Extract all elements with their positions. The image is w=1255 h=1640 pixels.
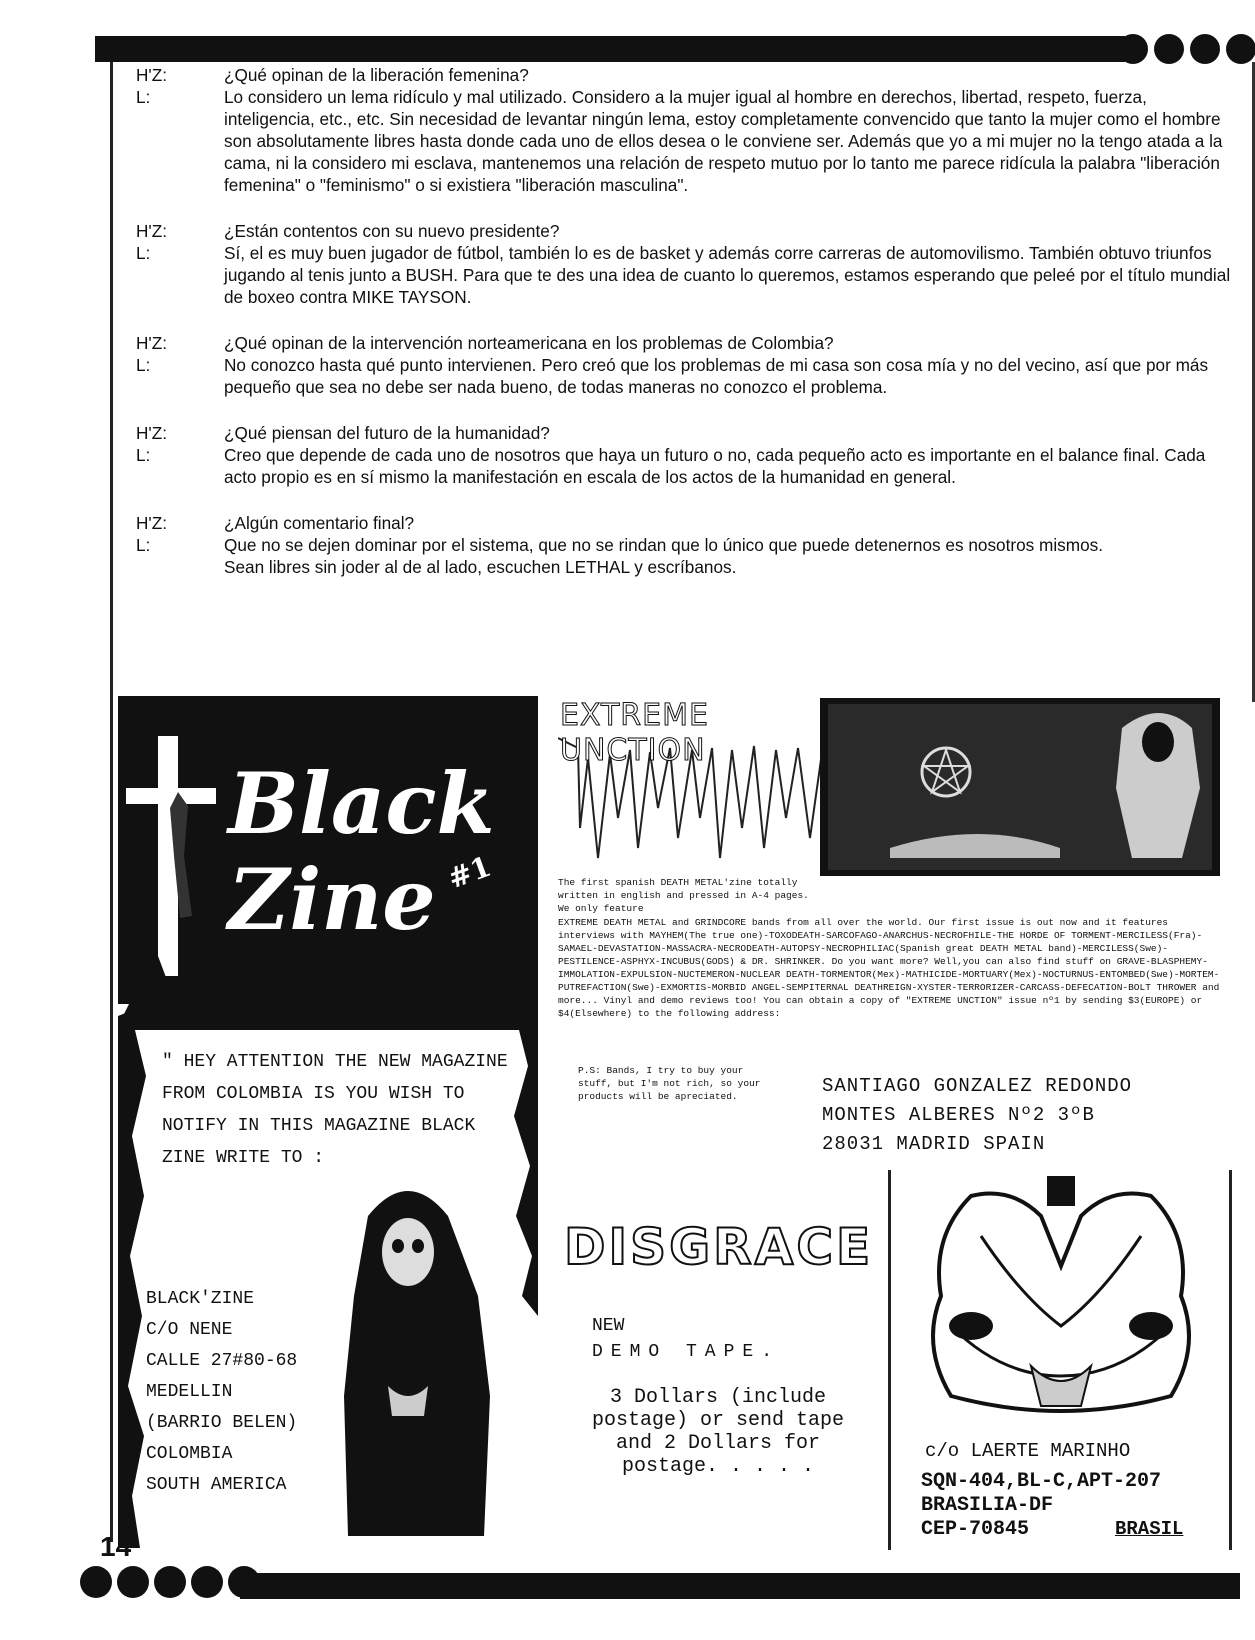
speaker: H'Z: [136,423,167,443]
header-dots [1118,34,1255,64]
brasil-country: BRASIL [1115,1518,1184,1540]
disgrace-logo: DISGRACE [564,1218,874,1276]
speaker: L: [136,355,151,375]
extreme-unction-address [822,1072,1132,1159]
answer: No conozco hasta qué punto intervienen. Pero creó que los problemas de mi casa son cosa mía y no del vecino, así que por más pequeño que sea no debe ser nada bueno, de todas maneras no conozco el problema. [224,355,1209,397]
qa-row [120,556,1232,578]
black-zine-address [146,1284,297,1501]
qa-row [120,64,1232,86]
page-number: 14 [100,1531,132,1562]
occult-illustration [820,698,1220,876]
left-rule [110,62,113,1542]
creature-illustration [911,1176,1211,1426]
answer: Creo que depende de cada uno de nosotros que haya un futuro o no, cada pequeño acto es importante en el balance final. Cada acto propio es en sí mismo la manifestación en escala de los actos de la humanidad en general. [224,445,1206,487]
address-line: CALLE 27#80-68 [146,1351,298,1371]
qa-row [120,242,1232,308]
extreme-unction-logo: EXTREME UNCTION [560,698,709,768]
address-line: (BARRIO BELEN) [146,1413,298,1433]
speaker [120,556,224,578]
speaker: L: [136,535,151,555]
brasil-address [921,1470,1161,1518]
qa-row [120,220,1232,242]
brasil-cep: CEP-70845 [921,1518,1030,1541]
footer-dots [80,1566,260,1598]
extreme-unction-flyer [556,698,1224,1155]
brasil-contact: c/o LAERTE MARINHO [925,1440,1131,1462]
interview [120,64,1232,578]
qa-row [120,332,1232,354]
qa-row [120,86,1232,196]
black-zine-issue: #1 [443,849,496,896]
question: ¿Están contentos con su nuevo presidente? [224,221,560,241]
speaker: H'Z: [136,513,167,533]
question: ¿Algún comentario final? [224,513,415,533]
disgrace-demo-tape: DEMO TAPE. [592,1342,781,1362]
speaker: L: [136,87,151,107]
question: ¿Qué opinan de la liberación femenina? [224,65,529,85]
extreme-unction-body: EXTREME DEATH METAL and GRINDCORE bands from all over the world. Our first issue is out now and it features interviews with MAYHEM(The true one)-TOXODEATH-SARCOFAGO-ANARCHUS-NECROFHILE-THE HORDE OF TORMENT-MERCILESS(Fra)-SAMAEL-DEVASTATION-MASSACRA-NECRODEATH-AUTOPSY-NECROPHILIAC(Spanish great DEATH METAL band)-MERCILESS(Swe)-PESTILENCE-ASPHYX-INCUBUS(GODS) & DR. SHRINKER. Do you want more? Well,you can also find stuff on GRAVE-BLASPHEMY-IMMOLATION-EXPULSION-NUCTEMERON-NUCLEAR DEATH-TORMENTOR(Mex)-MATHICIDE-MORTUARY(Mex)-NOCTURNUS-ENTOMBED(Swe)-MORTEM-PUTREFACTION(Swe)-EXMORTIS-MORBID ANGEL-SEMPITERNAL DEATHREIGN-XYSTER-TERRORIZER-CARCASS-DEFECATION-BOLT THROWER and more... Vinyl and demo reviews too! You can obtain a copy of "EXTREME UNCTION" issue nº1 by sending $3(EUROPE) or $4(Elsewhere) to the following address: [558,917,1220,1019]
address-line: SANTIAGO GONZALEZ REDONDO [822,1075,1133,1097]
question: ¿Qué piensan del futuro de la humanidad? [224,423,550,443]
black-zine-message: " HEY ATTENTION THE NEW MAGAZINE FROM COLOMBIA IS YOU WISH TO NOTIFY IN THIS MAGAZINE BLACK ZINE WRITE TO : [162,1052,508,1168]
header-bar [95,36,1125,62]
address-line: BLACK'ZINE [146,1289,255,1309]
address-line: SQN-404,BL-C,APT-207 [921,1470,1162,1493]
address-line: 28031 MADRID SPAIN [822,1133,1046,1155]
question: ¿Qué opinan de la intervención norteamericana en los problemas de Colombia? [224,333,834,353]
address-line: SOUTH AMERICA [146,1475,287,1495]
address-line: C/O NENE [146,1320,233,1340]
brasil-flyer [888,1170,1232,1550]
speaker: H'Z: [136,65,167,85]
qa-row [120,422,1232,444]
address-line: MONTES ALBERES Nº2 3ºB [822,1104,1095,1126]
disgrace-new: NEW [592,1316,625,1336]
answer: Sí, el es muy buen jugador de fútbol, también lo es de basket y además corre carreras de automovilismo. También obtuvo triunfos jugando al tenis junto a BUSH. Para que te des una idea de cuanto lo queremos, estamos esperando que peleé por el título mundial de boxeo contra MIKE TAYSON. [224,243,1231,307]
answer: Lo considero un lema ridículo y mal utilizado. Considero a la mujer igual al hombre en derechos, libertad, respeto, fuerza, inteligencia, etc., etc. Sin necesidad de levantar ningún lema, estoy completamente convencido que tanto la mujer como el hombre son absolutamente libres hasta donde cada uno de ellos desea o le conviene ser. Además que yo a mi mujer no la tengo atada a la cama, ni la considero mi esclava, mantenemos una relación de respeto mutuo por lo tanto me parece ridícula la palabra "liberación femenina" o "feminismo" o si existiera "liberación masculina". [224,87,1223,195]
address-line: MEDELLIN [146,1382,233,1402]
speaker: H'Z: [136,333,167,353]
speaker: H'Z: [136,221,167,241]
address-line: COLOMBIA [146,1444,233,1464]
extreme-unction-ps: P.S: Bands, I try to buy your stuff, but I'm not rich, so your products will be apreciated. [578,1065,761,1102]
qa-row [120,534,1232,556]
answer: Que no se dejen dominar por el sistema, que no se rindan que lo único que puede detenernos es nosotros mismos. [224,535,1104,555]
disgrace-flyer [556,1200,878,1500]
qa-row [120,354,1232,398]
black-zine-flyer [118,696,538,1548]
black-zine-logo: Black Zine [228,754,495,949]
footer-bar [240,1573,1240,1599]
qa-row [120,444,1232,488]
speaker: L: [136,243,151,263]
speaker: L: [136,445,151,465]
closing-line: Sean libres sin joder al de al lado, escuchen LETHAL y escríbanos. [224,557,737,577]
extreme-unction-intro: The first spanish DEATH METAL'zine totally written in english and pressed in A-4 pages. We only feature [558,877,809,914]
disgrace-offer: 3 Dollars (include postage) or send tape and 2 Dollars for postage. . . . . [591,1386,845,1478]
address-line: BRASILIA-DF [921,1494,1054,1517]
qa-row [120,512,1232,534]
